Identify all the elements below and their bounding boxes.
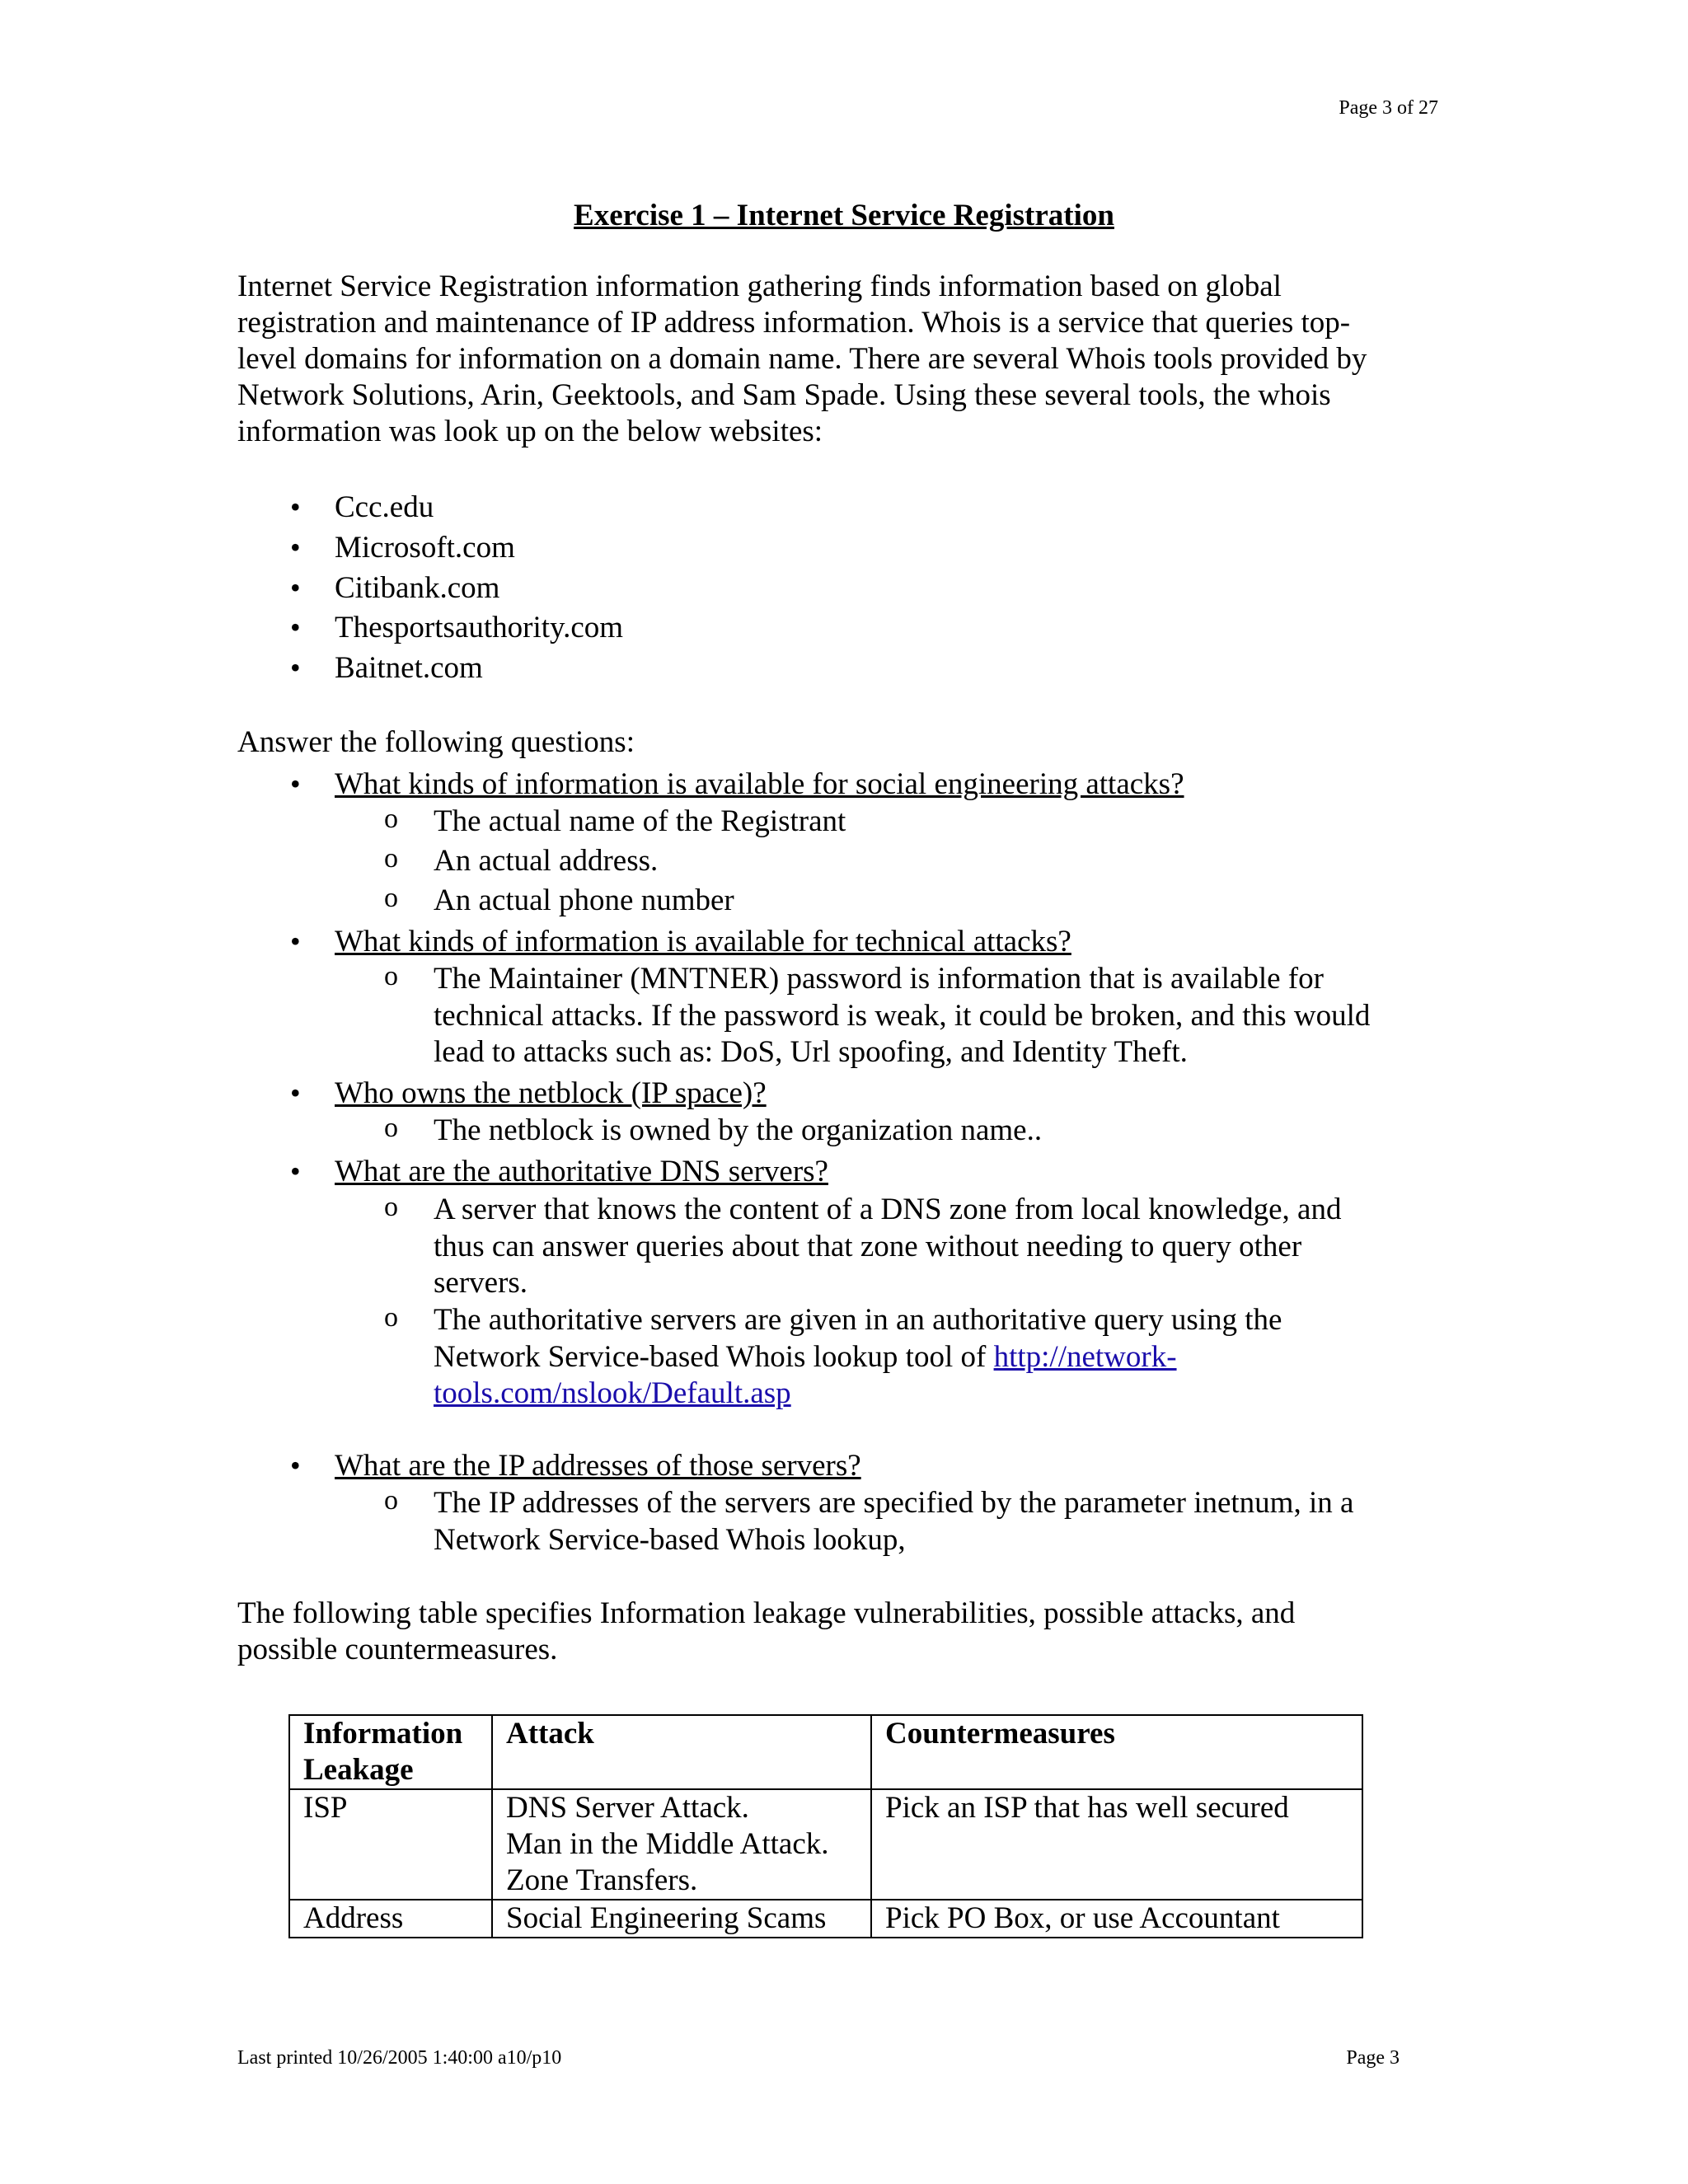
column-header-leakage: Information Leakage (289, 1715, 492, 1789)
answer-line: lead to attacks such as: DoS, Url spoofing, and Identity Theft. (434, 1035, 1188, 1069)
bullet-icon: • (290, 1076, 301, 1109)
attack-line: DNS Server Attack. (506, 1791, 749, 1825)
table-intro (237, 1596, 1457, 1668)
footer-page: Page 3 (1346, 2047, 1400, 2069)
intro-line: Network Solutions, Arin, Geektools, and Sam Spade. Using these several tools, the whois (237, 378, 1331, 412)
table-cell-leakage: Address (289, 1900, 492, 1938)
question-netblock-owner: Who owns the netblock (IP space)? (335, 1076, 767, 1110)
bullet-icon: • (290, 490, 301, 523)
bullet-icon: • (290, 531, 301, 564)
nslook-link-continued[interactable]: tools.com/nslook/Default.asp (434, 1376, 791, 1410)
table-cell-countermeasure: Pick PO Box, or use Accountant (871, 1900, 1362, 1938)
answer-line: The IP addresses of the servers are specified by the parameter inetnum, in a (434, 1486, 1354, 1520)
table-header-row (289, 1715, 1362, 1789)
intro-line: level domains for information on a domain name. There are several Whois tools provided by (237, 342, 1367, 376)
column-header-attack: Attack (492, 1715, 871, 1789)
sub-bullet-icon: o (384, 1113, 398, 1143)
page-title: Exercise 1 – Internet Service Registration (574, 199, 1114, 232)
sub-bullet-icon: o (384, 804, 398, 834)
sub-bullet-icon: o (384, 1485, 398, 1516)
answer-item (434, 1192, 1472, 1302)
answer-item: The netblock is owned by the organization name.. (434, 1113, 1043, 1147)
attack-line: Man in the Middle Attack. (506, 1827, 829, 1861)
column-header-countermeasures: Countermeasures (871, 1715, 1362, 1789)
answer-heading: Answer the following questions: (237, 725, 635, 759)
answer-item: The actual name of the Registrant (434, 804, 846, 838)
answer-text: Network Service-based Whois lookup tool of (434, 1339, 994, 1374)
website-item: Citibank.com (335, 571, 500, 605)
answer-line (434, 1376, 1472, 1413)
answer-item: An actual phone number (434, 883, 734, 917)
answer-item (434, 1485, 1472, 1558)
bullet-icon: • (290, 611, 301, 644)
website-item: Baitnet.com (335, 651, 483, 685)
table-row (289, 1789, 1362, 1900)
intro-line: registration and maintenance of IP address information. Whois is a service that queries top- (237, 306, 1351, 340)
sub-bullet-icon: o (384, 1302, 398, 1333)
information-leakage-table (288, 1714, 1363, 1938)
answer-line: A server that knows the content of a DNS zone from local knowledge, and (434, 1193, 1342, 1226)
question-technical-attacks: What kinds of information is available for technical attacks? (335, 925, 1071, 958)
bullet-icon: • (290, 651, 301, 684)
sub-bullet-icon: o (384, 883, 398, 913)
answer-line: The authoritative servers are given in an authoritative query using the (434, 1303, 1282, 1337)
website-item: Thesportsauthority.com (335, 611, 624, 644)
table-intro-line: possible countermeasures. (237, 1633, 558, 1666)
intro-line: information was look up on the below websites: (237, 415, 823, 448)
answer-line: servers. (434, 1266, 528, 1300)
question-social-engineering: What kinds of information is available for social engineering attacks? (335, 767, 1184, 801)
sub-bullet-icon: o (384, 961, 398, 991)
answer-item (434, 961, 1472, 1071)
answer-line: Network Service-based Whois lookup, (434, 1522, 906, 1557)
table-row (289, 1900, 1362, 1938)
bullet-icon: • (290, 1155, 301, 1188)
answer-line: technical attacks. If the password is weak, it could be broken, and this would (434, 998, 1371, 1033)
sub-bullet-icon: o (384, 1192, 398, 1222)
attack-line: Zone Transfers. (506, 1863, 698, 1897)
nslook-link[interactable]: http://network- (993, 1339, 1177, 1374)
table-cell-attack: Social Engineering Scams (492, 1900, 871, 1938)
bullet-icon: • (290, 571, 301, 604)
bullet-icon: • (290, 767, 301, 800)
bullet-icon: • (290, 925, 301, 958)
question-ip-addresses: What are the IP addresses of those servers? (335, 1449, 861, 1483)
bullet-icon: • (290, 1449, 301, 1482)
footer-printed: Last printed 10/26/2005 1:40:00 a10/p10 (237, 2047, 562, 2069)
intro-line: Internet Service Registration information gathering finds information based on global (237, 269, 1282, 303)
answer-item: An actual address. (434, 844, 659, 878)
table-cell-attack (492, 1789, 871, 1900)
table-cell-leakage: ISP (289, 1789, 492, 1900)
website-item: Microsoft.com (335, 531, 515, 565)
intro-paragraph (237, 269, 1457, 450)
table-intro-line: The following table specifies Information leakage vulnerabilities, possible attacks, and (237, 1596, 1296, 1630)
answer-line: The Maintainer (MNTNER) password is information that is available for (434, 962, 1324, 996)
answer-line (434, 1339, 1472, 1376)
website-item: Ccc.edu (335, 490, 434, 524)
sub-bullet-icon: o (384, 843, 398, 874)
header-page-label: Page 3 of 27 (1339, 97, 1438, 119)
table-cell-countermeasure: Pick an ISP that has well secured (871, 1789, 1362, 1900)
answer-item (434, 1302, 1472, 1413)
question-dns-servers: What are the authoritative DNS servers? (335, 1155, 828, 1188)
answer-line: thus can answer queries about that zone without needing to query other (434, 1229, 1302, 1263)
